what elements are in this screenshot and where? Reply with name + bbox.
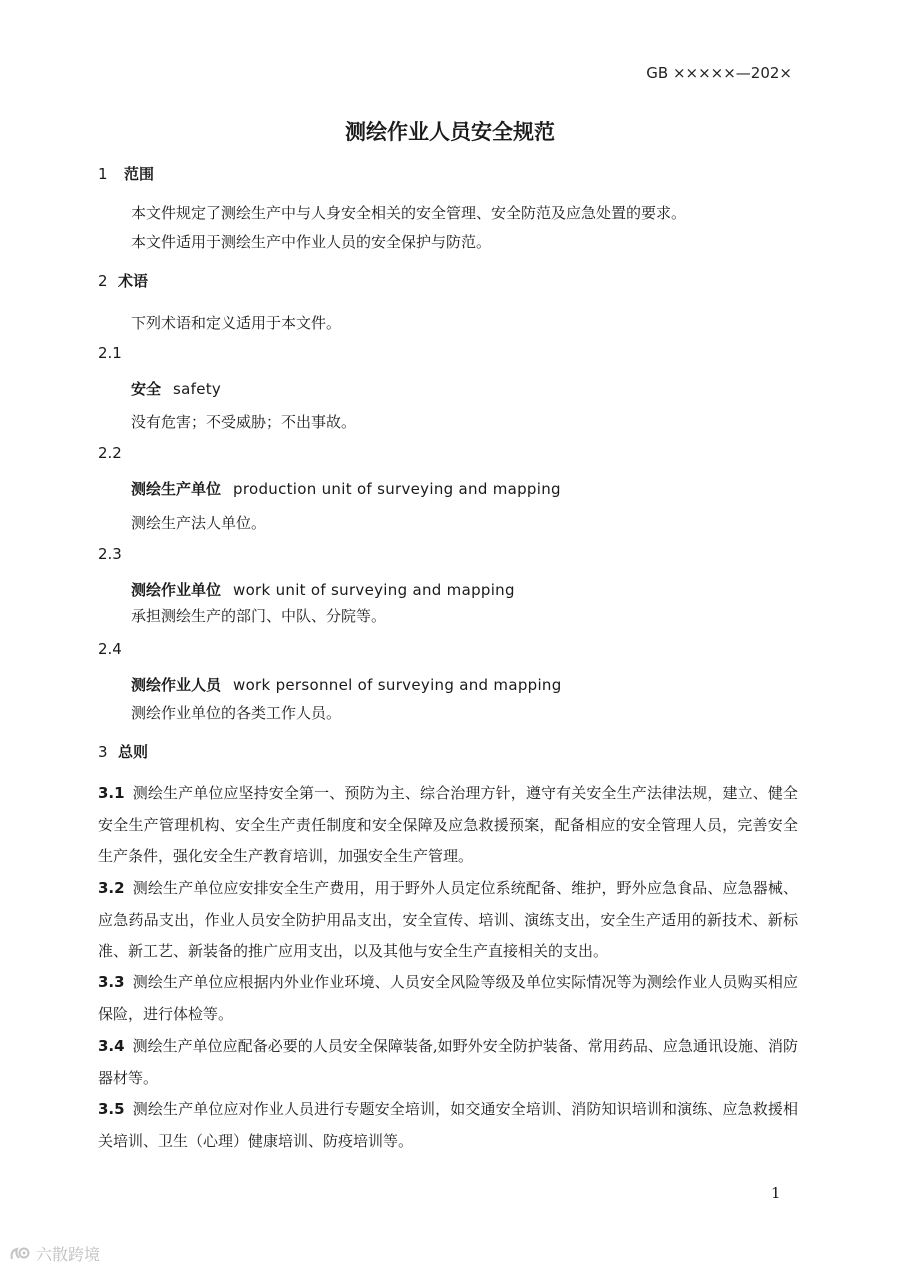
- term-heading: [131, 478, 561, 499]
- term-definition: 测绘作业单位的各类工作人员。: [131, 704, 342, 722]
- section-title: 总则: [118, 743, 149, 761]
- term-heading: [131, 579, 515, 600]
- term-chinese: 测绘生产单位: [131, 480, 222, 498]
- term-chinese: 测绘作业人员: [131, 676, 222, 694]
- clause-3-3: [98, 967, 798, 1030]
- section-1-heading: [98, 163, 154, 184]
- scope-paragraph-2: 本文件适用于测绘生产中作业人员的安全保护与防范。: [131, 233, 492, 251]
- clause-number: 3.4: [98, 1037, 125, 1055]
- scope-paragraph-1: 本文件规定了测绘生产中与人身安全相关的安全管理、安全防范及应急处置的要求。: [131, 204, 687, 222]
- watermark: [8, 1242, 100, 1265]
- document-title: 测绘作业人员安全规范: [345, 120, 555, 144]
- term-english: work unit of surveying and mapping: [233, 581, 515, 599]
- section-3-heading: [98, 741, 148, 762]
- section-title: 术语: [118, 272, 149, 290]
- section-title: 范围: [124, 165, 155, 183]
- clause-3-2: [98, 873, 798, 968]
- terms-intro: 下列术语和定义适用于本文件。: [131, 314, 342, 332]
- clause-text: 测绘生产单位应配备必要的人员安全保障装备,如野外安全防护装备、常用药品、应急通讯设施、消防器材等。: [98, 1037, 798, 1087]
- document-code: GB ×××××—202×: [646, 64, 792, 82]
- section-number: 1: [98, 165, 108, 183]
- clause-3-5: [98, 1094, 798, 1157]
- term-definition: 测绘生产法人单位。: [131, 514, 267, 532]
- term-english: production unit of surveying and mapping: [233, 480, 561, 498]
- clause-number: 3.1: [98, 784, 125, 802]
- clause-text: 测绘生产单位应对作业人员进行专题安全培训，如交通安全培训、消防知识培训和演练、应急救援相关培训、卫生（心理）健康培训、防疫培训等。: [98, 1100, 798, 1150]
- term-heading: [131, 378, 221, 399]
- section-number: 2: [98, 272, 108, 290]
- section-2-heading: [98, 270, 148, 291]
- section-number: 3: [98, 743, 108, 761]
- term-chinese: 测绘作业单位: [131, 581, 222, 599]
- term-number: 2.3: [98, 545, 122, 563]
- clause-text: 测绘生产单位应坚持安全第一、预防为主、综合治理方针，遵守有关安全生产法律法规，建立、健全安全生产管理机构、安全生产责任制度和安全保障及应急救援预案，配备相应的安全管理人员，完善安全生产条件，强化安全生产教育培训，加强安全生产管理。: [98, 784, 798, 865]
- term-english: work personnel of surveying and mapping: [233, 676, 562, 694]
- term-chinese: 安全: [131, 380, 162, 398]
- page-number: 1: [771, 1184, 781, 1202]
- term-number: 2.1: [98, 344, 122, 362]
- clause-text: 测绘生产单位应根据内外业作业环境、人员安全风险等级及单位实际情况等为测绘作业人员购买相应保险，进行体检等。: [98, 973, 798, 1023]
- clause-text: 测绘生产单位应安排安全生产费用，用于野外人员定位系统配备、维护，野外应急食品、应急器械、应急药品支出，作业人员安全防护用品支出，安全宣传、培训、演练支出，安全生产适用的新技术、新标准、新工艺、新装备的推广应用支出，以及其他与安全生产直接相关的支出。: [98, 879, 798, 960]
- watermark-text: 六散跨境: [36, 1245, 101, 1264]
- watermark-logo-icon: [8, 1245, 32, 1263]
- clause-number: 3.3: [98, 973, 125, 991]
- clause-number: 3.2: [98, 879, 125, 897]
- term-definition: 没有危害；不受威胁；不出事故。: [131, 413, 357, 431]
- clause-number: 3.5: [98, 1100, 125, 1118]
- term-heading: [131, 674, 562, 695]
- term-number: 2.2: [98, 444, 122, 462]
- clause-3-1: [98, 778, 798, 873]
- term-english: safety: [173, 380, 222, 398]
- term-definition: 承担测绘生产的部门、中队、分院等。: [131, 607, 387, 625]
- clause-3-4: [98, 1031, 798, 1094]
- term-number: 2.4: [98, 640, 122, 658]
